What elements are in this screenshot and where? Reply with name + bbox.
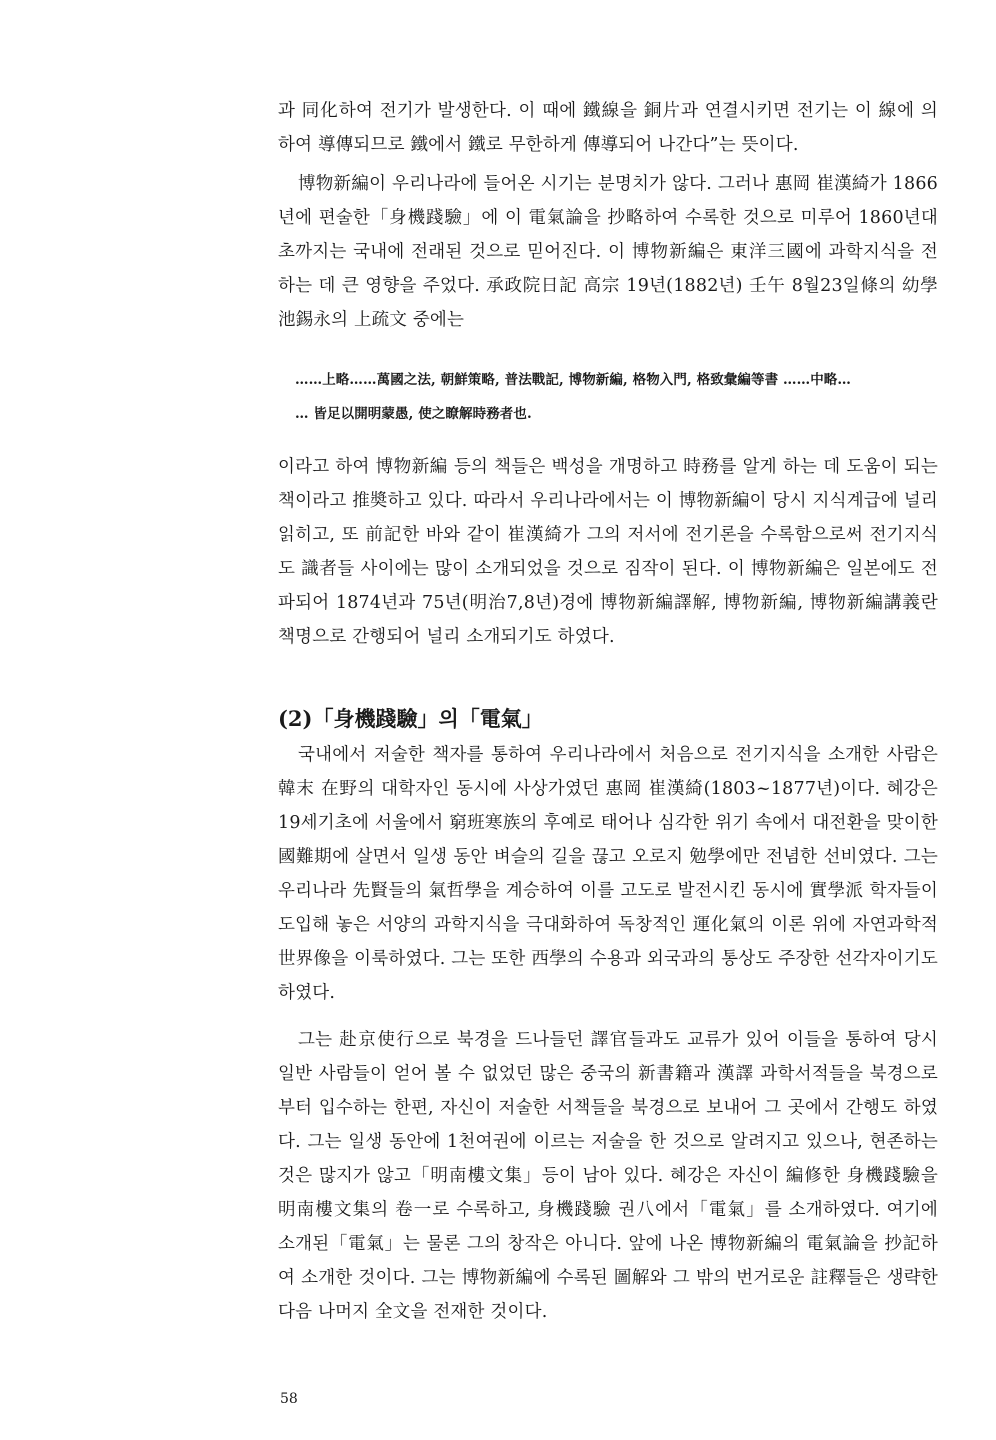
paragraph-intro-of-book (278, 167, 938, 337)
paragraph-text: 과 同化하여 전기가 발생한다. 이 때에 鐵線을 銅片과 연결시키면 전기는 이 線에 의하여 導傳되므로 鐵에서 鐵로 무한하게 傳導되어 나간다”는 뜻이다. (278, 101, 938, 155)
paragraph-text: 그는 赴京使行으로 북경을 드나들던 譯官들과도 교류가 있어 이들을 통하여 당시 일반 사람들이 얻어 볼 수 없었던 많은 중국의 新書籍과 漢譯 과학서적들을 북경으로부터 입수하는 한편, 자신이 저술한 서책들을 북경으로 보내어 그 곳에서 간행도 하였다. 그는 일생 동안에 1천여권에 이르는 저술을 한 것으로 알려지고 있으나, 현존하는 것은 많지가 않고「明南樓文集」등이 남아 있다. 혜강은 자신이 編修한 身機踐驗을 明南樓文集의 卷一로 수록하고, 身機踐驗 권八에서「電氣」를 소개하였다. 여기에 소개된「電氣」는 물론 그의 창작은 아니다. 앞에 나온 博物新編의 電氣論을 抄記하여 소개한 것이다. 그는 博物新編에 수록된 圖解와 그 밖의 번거로운 註釋들은 생략한 다음 나머지 全文을 전재한 것이다. (278, 1030, 938, 1322)
paragraph-choe-hangi-intro (278, 738, 938, 1010)
paragraph-choe-hangi-works (278, 1023, 938, 1329)
paragraph-continuation (278, 94, 938, 162)
page-number: 58 (280, 1391, 298, 1407)
quotation-block (295, 363, 935, 431)
quotation-line-1: ……上略……萬國之法, 朝鮮策略, 普法戰記, 博物新編, 格物入門, 格致彙編等書 ……中略… (295, 372, 851, 388)
paragraph-text: 이라고 하여 博物新編 등의 책들은 백성을 개명하고 時務를 알게 하는 데 도움이 되는 책이라고 推奬하고 있다. 따라서 우리나라에서는 이 博物新編이 당시 지식계급에 널리 읽히고, 또 前記한 바와 같이 崔漢綺가 그의 저서에 전기론을 수록함으로써 전기지식도 識者들 사이에는 많이 소개되었을 것으로 짐작이 된다. 이 博物新編은 일본에도 전파되어 1874년과 75년(明治7,8년)경에 博物新編譯解, 博物新編, 博物新編講義란 책명으로 간행되어 널리 소개되기도 하였다. (278, 457, 938, 647)
quotation-line-2: … 皆足以開明蒙愚, 使之瞭解時務者也. (295, 406, 532, 422)
section-heading: (2)「身機踐驗」의「電氣」 (278, 706, 543, 731)
paragraph-after-quote (278, 450, 938, 654)
paragraph-text: 博物新編이 우리나라에 들어온 시기는 분명치가 않다. 그러나 惠岡 崔漢綺가 1866년에 편술한「身機踐驗」에 이 電氣論을 抄略하여 수록한 것으로 미루어 1860년대초까지는 국내에 전래된 것으로 믿어진다. 이 博物新編은 東洋三國에 과학지식을 전하는 데 큰 영향을 주었다. 承政院日記 高宗 19년(1882년) 壬午 8월23일條의 幼學 池錫永의 上疏文 중에는 (278, 174, 938, 330)
paragraph-text: 국내에서 저술한 책자를 통하여 우리나라에서 처음으로 전기지식을 소개한 사람은 韓末 在野의 대학자인 동시에 사상가였던 惠岡 崔漢綺(1803~1877년)이다. 혜강은 19세기초에 서울에서 窮班寒族의 후예로 태어나 심각한 위기 속에서 대전환을 맞이한 國難期에 살면서 일생 동안 벼슬의 길을 끊고 오로지 勉學에만 전념한 선비였다. 그는 우리나라 先賢들의 氣哲學을 계승하여 이를 고도로 발전시킨 동시에 實學派 학자들이 도입해 놓은 서양의 과학지식을 극대화하여 독창적인 運化氣의 이론 위에 자연과학적 世界像을 이룩하였다. 그는 또한 西學의 수용과 외국과의 통상도 주장한 선각자이기도 하였다. (278, 745, 938, 1003)
